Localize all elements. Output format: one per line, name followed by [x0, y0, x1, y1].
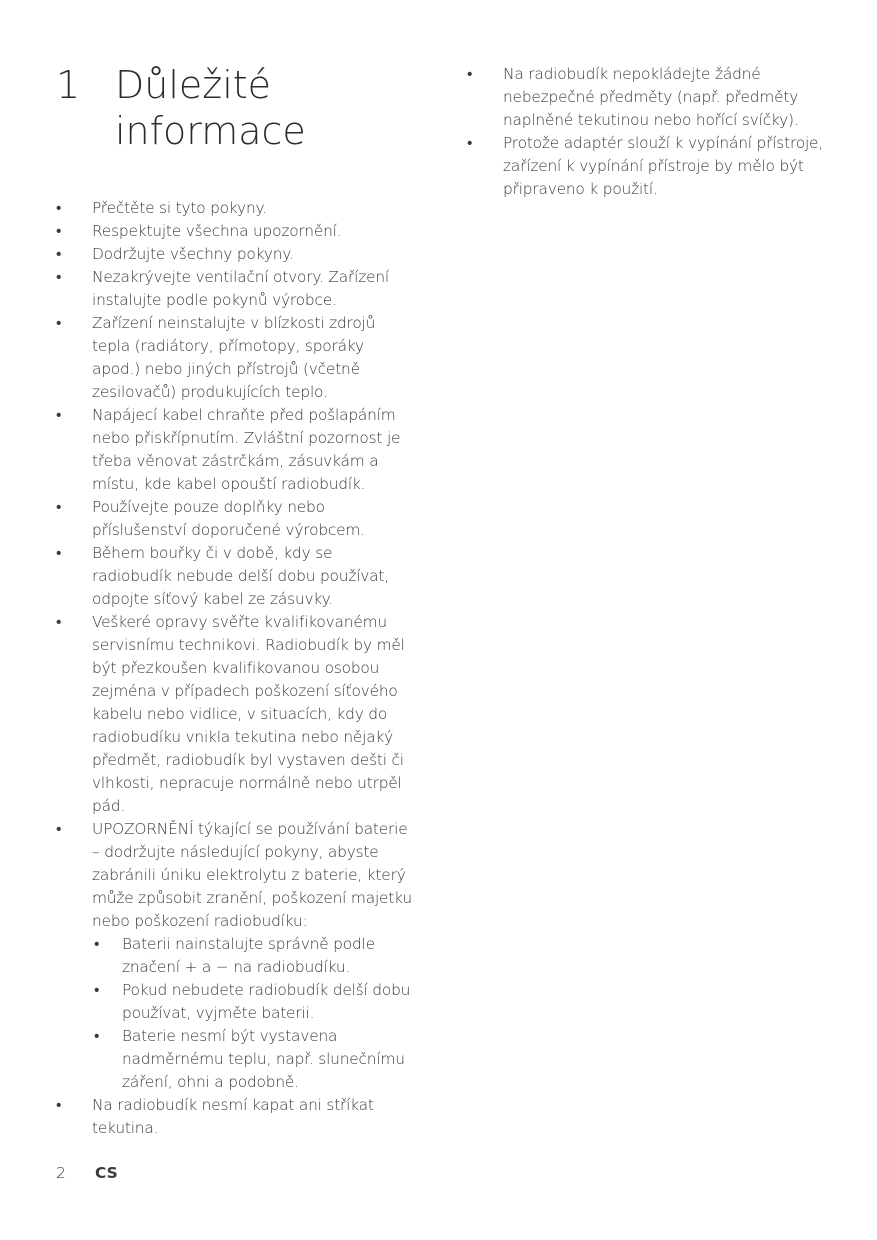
bullet-icon: • [94, 981, 100, 999]
list-item [467, 132, 827, 201]
sub-list-item-text: Baterii nainstalujte správně podle značení + a − na radiobudíku. [122, 935, 375, 976]
list-item-text: Respektujte všechna upozornění. [92, 222, 342, 240]
list-item [56, 266, 416, 312]
list-item-text: Používejte pouze doplňky nebo příslušenství doporučené výrobcem. [92, 498, 365, 539]
list-item [467, 63, 827, 132]
section-number: 1 [56, 63, 81, 107]
bullet-icon: • [56, 1096, 62, 1114]
bullet-icon: • [56, 199, 62, 217]
list-item-text: Na radiobudík nepokládejte žádné nebezpečné předměty (např. předměty naplněné tekutinou nebo hořící svíčky). [503, 65, 799, 129]
right-column [467, 63, 827, 201]
sub-list-item [92, 979, 416, 1025]
bullet-icon: • [467, 134, 473, 152]
list-item [56, 1094, 416, 1140]
list-item-text: Během bouřky či v době, kdy se radiobudík nebude delší dobu používat, odpojte síťový kabel ze zásuvky. [92, 544, 389, 608]
list-item-text: UPOZORNĚNÍ týkající se používání baterie – dodržujte následující pokyny, abyste zabránili úniku elektrolytu z baterie, který může způsobit zranění, poškození majetku nebo poškození radiobudíku: [92, 820, 412, 930]
list-item [56, 404, 416, 496]
bullet-icon: • [56, 268, 62, 286]
list-item [56, 197, 416, 220]
list-item-text: Veškeré opravy svěřte kvalifikovanému servisnímu technikovi. Radiobudík by měl být přezkoušen kvalifikovanou osobou zejména v případech poškození síťového kabelu nebo vidlice, v situacích, kdy do radiobudíku vnikla tekutina nebo nějaký předmět, radiobudík byl vystaven dešti či vlhkosti, nepracuje normálně nebo utrpěl pád. [92, 613, 405, 815]
left-column [56, 197, 416, 1140]
bullet-icon: • [94, 935, 100, 953]
list-item-text: Přečtěte si tyto pokyny. [92, 199, 267, 217]
bullet-icon: • [56, 245, 62, 263]
list-item [56, 243, 416, 266]
safety-list [56, 197, 416, 1140]
bullet-icon: • [56, 406, 62, 424]
sub-list-item [92, 933, 416, 979]
bullet-icon: • [94, 1027, 100, 1045]
list-item [56, 220, 416, 243]
page-title: Důležité informace [115, 63, 306, 153]
safety-list-continued [467, 63, 827, 201]
bullet-icon: • [467, 65, 473, 83]
bullet-icon: • [56, 498, 62, 516]
list-item-text: Zařízení neinstalujte v blízkosti zdrojů tepla (radiátory, přímotopy, sporáky apod.) nebo jiných přístrojů (včetně zesilovačů) produkujících teplo. [92, 314, 376, 401]
bullet-icon: • [56, 222, 62, 240]
list-item-text: Protože adaptér slouží k vypínání přístroje, zařízení k vypínání přístroje by mělo být připraveno k použití. [503, 134, 823, 198]
battery-sublist [92, 933, 416, 1094]
page-number: 2 [56, 1164, 66, 1182]
sub-list-item-text: Pokud nebudete radiobudík delší dobu používat, vyjměte baterii. [122, 981, 411, 1022]
bullet-icon: • [56, 613, 62, 631]
list-item-text: Nezakrývejte ventilační otvory. Zařízení instalujte podle pokynů výrobce. [92, 268, 389, 309]
sub-list-item [92, 1025, 416, 1094]
bullet-icon: • [56, 314, 62, 332]
list-item-text: Napájecí kabel chraňte před pošlapáním nebo přiskřípnutím. Zvláštní pozornost je třeba věnovat zástrčkám, zásuvkám a místu, kde kabel opouští radiobudík. [92, 406, 401, 493]
bullet-icon: • [56, 820, 62, 838]
list-item [56, 496, 416, 542]
list-item-text: Dodržujte všechny pokyny. [92, 245, 294, 263]
list-item-text: Na radiobudík nesmí kapat ani stříkat tekutina. [92, 1096, 374, 1137]
bullet-icon: • [56, 544, 62, 562]
list-item [56, 542, 416, 611]
list-item [56, 818, 416, 1094]
list-item [56, 611, 416, 818]
list-item [56, 312, 416, 404]
language-code: CS [95, 1164, 118, 1182]
sub-list-item-text: Baterie nesmí být vystavena nadměrnému teplu, např. slunečnímu záření, ohni a podobně. [122, 1027, 405, 1091]
